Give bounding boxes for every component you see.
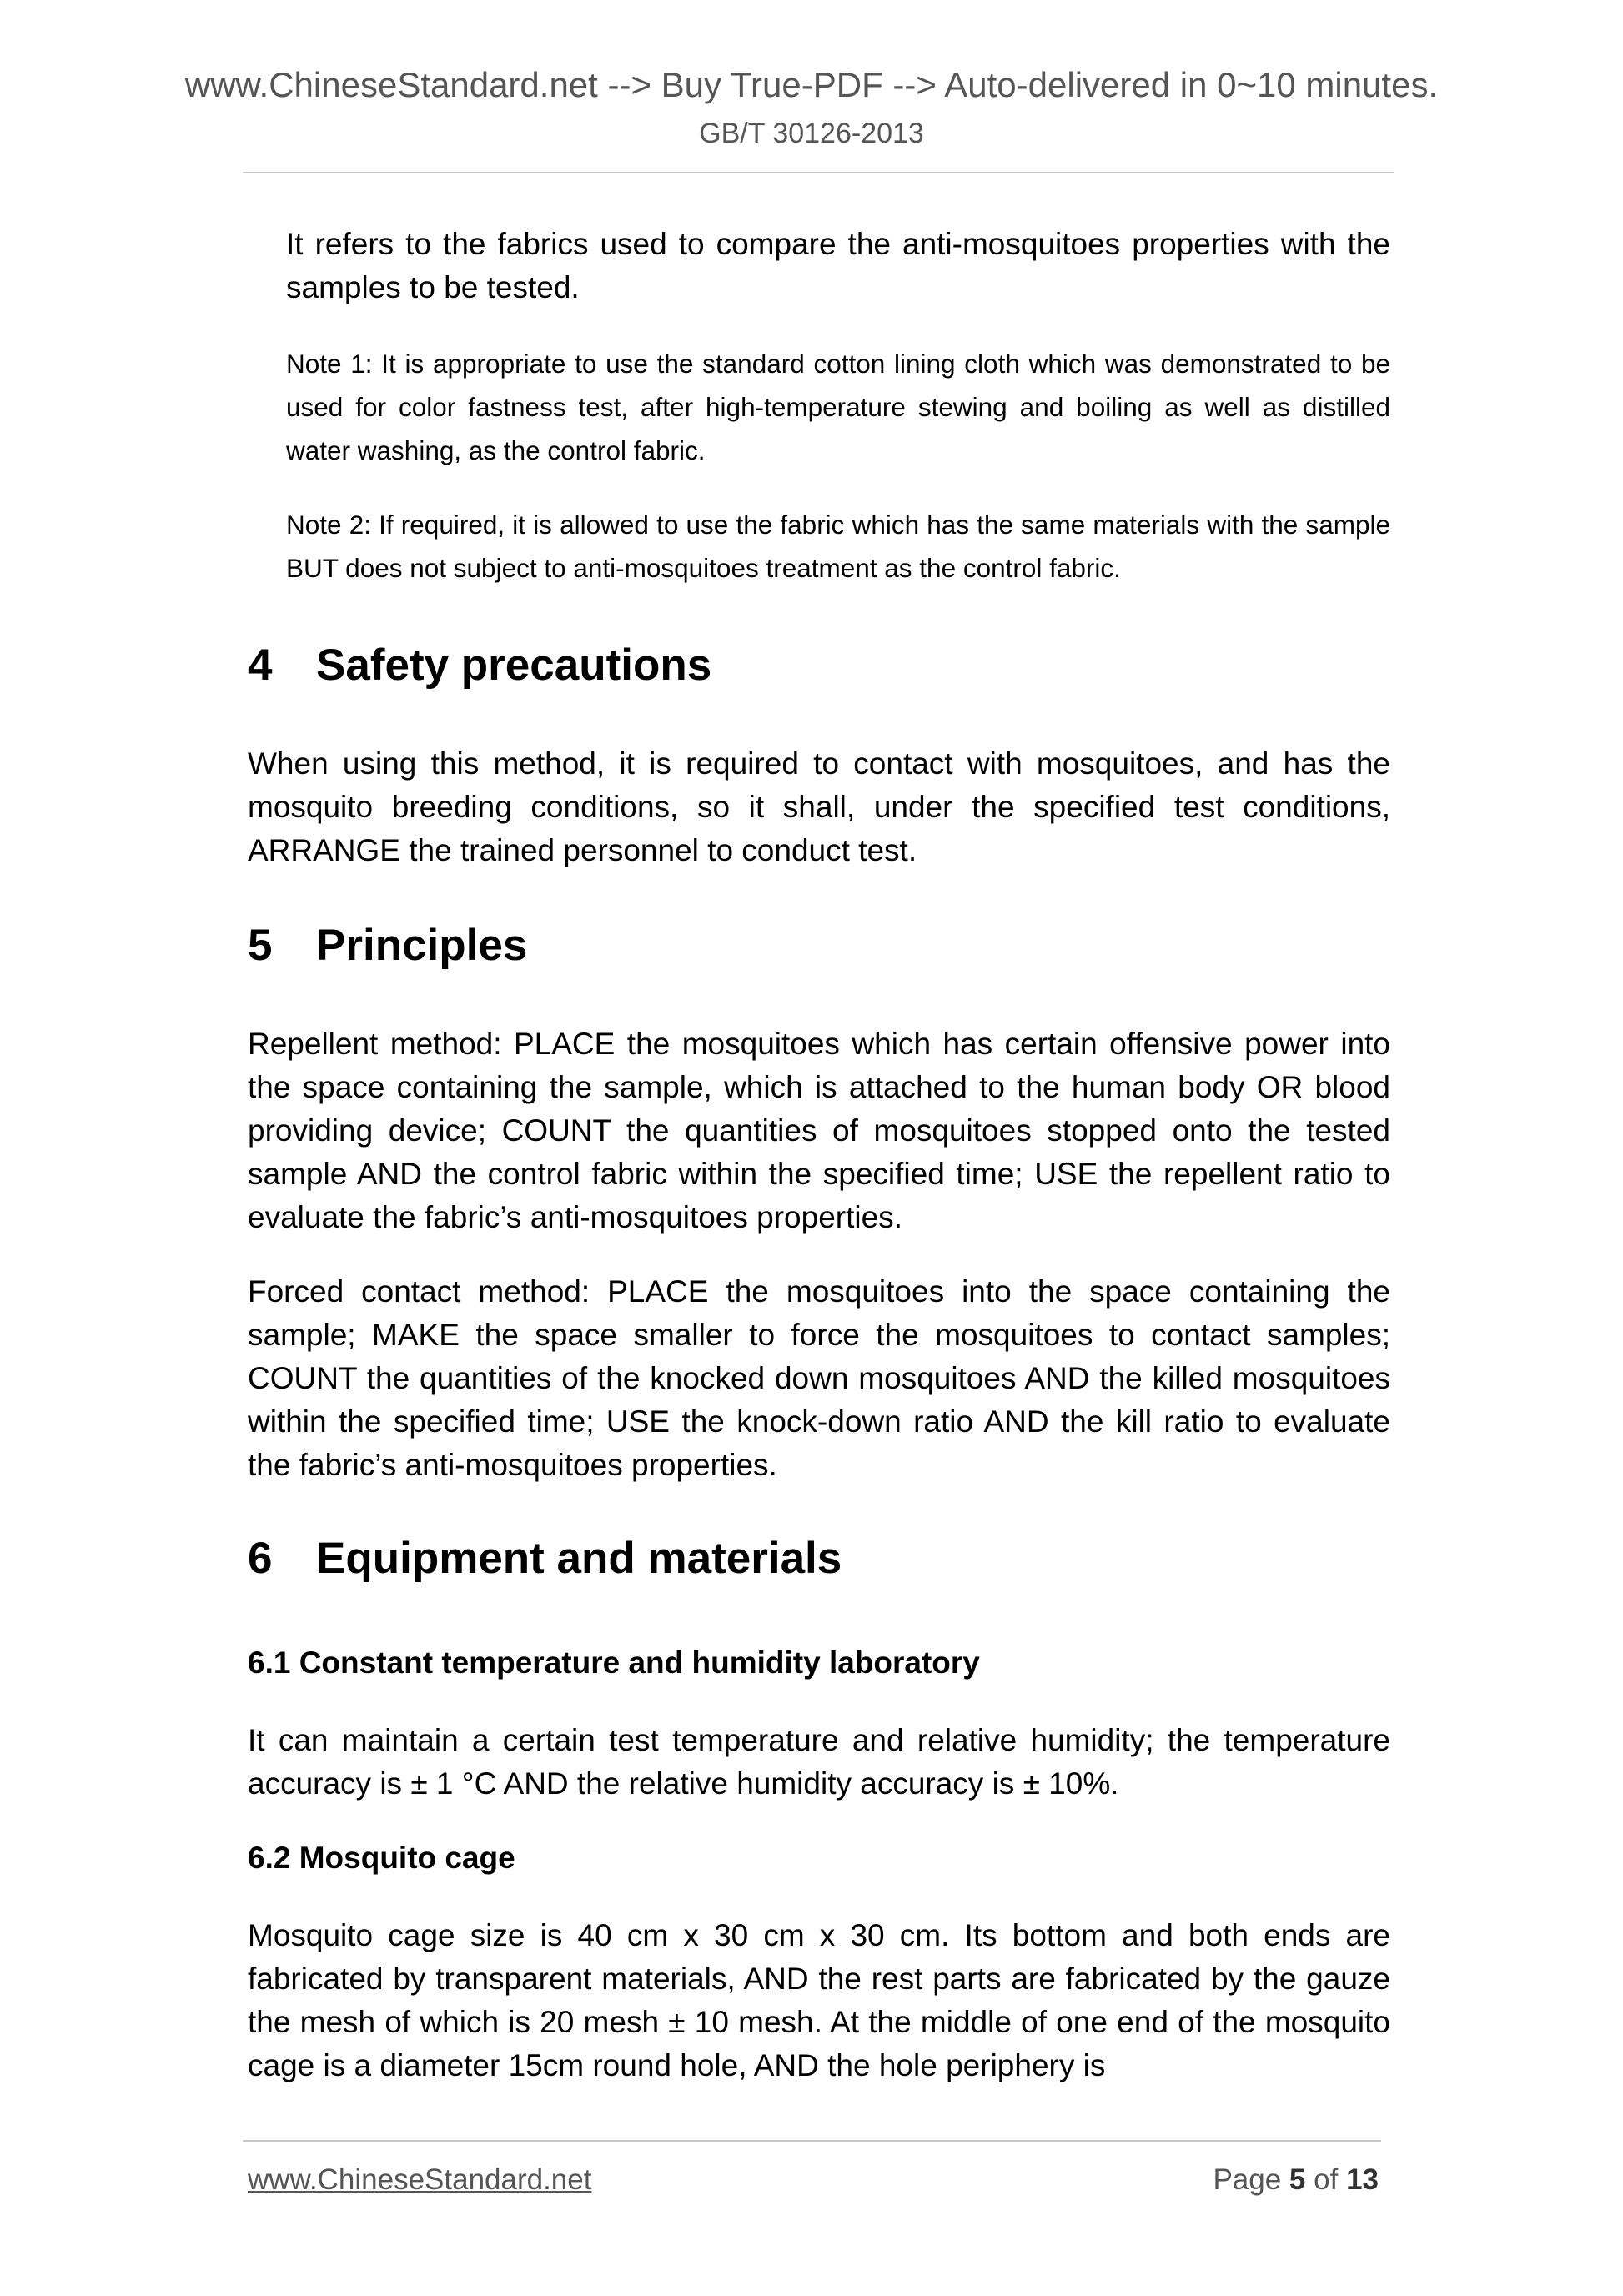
page-prefix: Page bbox=[1213, 2163, 1282, 2196]
subsection-6-1-paragraph: It can maintain a certain test temperature and relative humidity; the temperature accuracy is ± 1 °C AND the relative humidity accuracy is ± 10%. bbox=[248, 1723, 1390, 1801]
subsection-6-1-heading bbox=[248, 1643, 1390, 1683]
subsection-6-1-title: 6.1 Constant temperature and humidity laboratory bbox=[248, 1645, 980, 1680]
note-1: Note 1: It is appropriate to use the standard cotton lining cloth which was demonstrated to be used for color fastness test, after high-temperature stewing and boiling as well as distilled water washing, as the control fabric. bbox=[286, 349, 1390, 465]
section-6-title: Equipment and materials bbox=[316, 1534, 842, 1583]
section-4-number: 4 bbox=[248, 641, 273, 690]
section-5-body-2 bbox=[248, 1270, 1390, 1487]
page-number bbox=[1213, 2160, 1379, 2200]
intro-paragraph-block bbox=[286, 223, 1390, 309]
intro-paragraph: It refers to the fabrics used to compare the anti-mosquitoes properties with the samples to be tested. bbox=[286, 227, 1390, 304]
subsection-6-2-heading bbox=[248, 1838, 1390, 1878]
note-2: Note 2: If required, it is allowed to use the fabric which has the same materials with the sample BUT does not subject to anti-mosquitoes treatment as the control fabric. bbox=[286, 510, 1390, 583]
section-4-body bbox=[248, 742, 1390, 872]
section-4-heading bbox=[248, 639, 1390, 692]
section-5-number: 5 bbox=[248, 921, 273, 970]
section-5-heading bbox=[248, 919, 1390, 972]
document-id: GB/T 30126-2013 bbox=[699, 118, 924, 149]
footer-divider bbox=[243, 2140, 1381, 2142]
repellent-method-paragraph: Repellent method: PLACE the mosquitoes which has certain offensive power into the space containing the sample, which is attached to the human body OR blood providing device; COUNT the quantities of mosquitoes stopped onto the tested sample AND the control fabric within the specified time; USE the repellent ratio to evaluate the fabric’s anti-mosquitoes properties. bbox=[248, 1027, 1390, 1234]
subsection-6-2-title: 6.2 Mosquito cage bbox=[248, 1841, 515, 1875]
section-5-body-1 bbox=[248, 1022, 1390, 1239]
top-banner-link[interactable]: www.ChineseStandard.net --> Buy True-PDF --> Auto-delivered in 0~10 minutes. bbox=[184, 65, 1439, 104]
subsection-6-2-paragraph: Mosquito cage size is 40 cm x 30 cm x 30 cm. Its bottom and both ends are fabricated by transparent materials, AND the rest parts are fabricated by the gauze the mesh of which is 20 mesh ± 10 mesh. At the middle of one end of the mosquito cage is a diameter 15cm round hole, AND the hole periphery is bbox=[248, 1918, 1390, 2082]
subsection-6-1-body bbox=[248, 1719, 1390, 1806]
section-6-number: 6 bbox=[248, 1534, 273, 1583]
footer-website-link[interactable]: www.ChineseStandard.net bbox=[248, 2163, 592, 2196]
note-2-block bbox=[286, 503, 1390, 590]
page-of: of bbox=[1314, 2163, 1339, 2196]
forced-contact-method-paragraph: Forced contact method: PLACE the mosquitoes into the space containing the sample; MAKE the space smaller to force the mosquitoes to contact samples; COUNT the quantities of the knocked down mosquitoes AND the killed mosquitoes within the specified time; USE the knock-down ratio AND the kill ratio to evaluate the fabric’s anti-mosquitoes properties. bbox=[248, 1274, 1390, 1482]
subsection-6-2-body bbox=[248, 1914, 1390, 2088]
header-divider bbox=[243, 172, 1394, 173]
section-5-title: Principles bbox=[316, 921, 528, 970]
page-current: 5 bbox=[1289, 2163, 1306, 2196]
section-4-paragraph: When using this method, it is required to contact with mosquitoes, and has the mosquito breeding conditions, so it shall, under the specified test conditions, ARRANGE the trained personnel to conduct test. bbox=[248, 746, 1390, 867]
page-total: 13 bbox=[1346, 2163, 1379, 2196]
section-6-heading bbox=[248, 1532, 1390, 1585]
section-4-title: Safety precautions bbox=[316, 641, 712, 690]
note-1-block bbox=[286, 342, 1390, 472]
